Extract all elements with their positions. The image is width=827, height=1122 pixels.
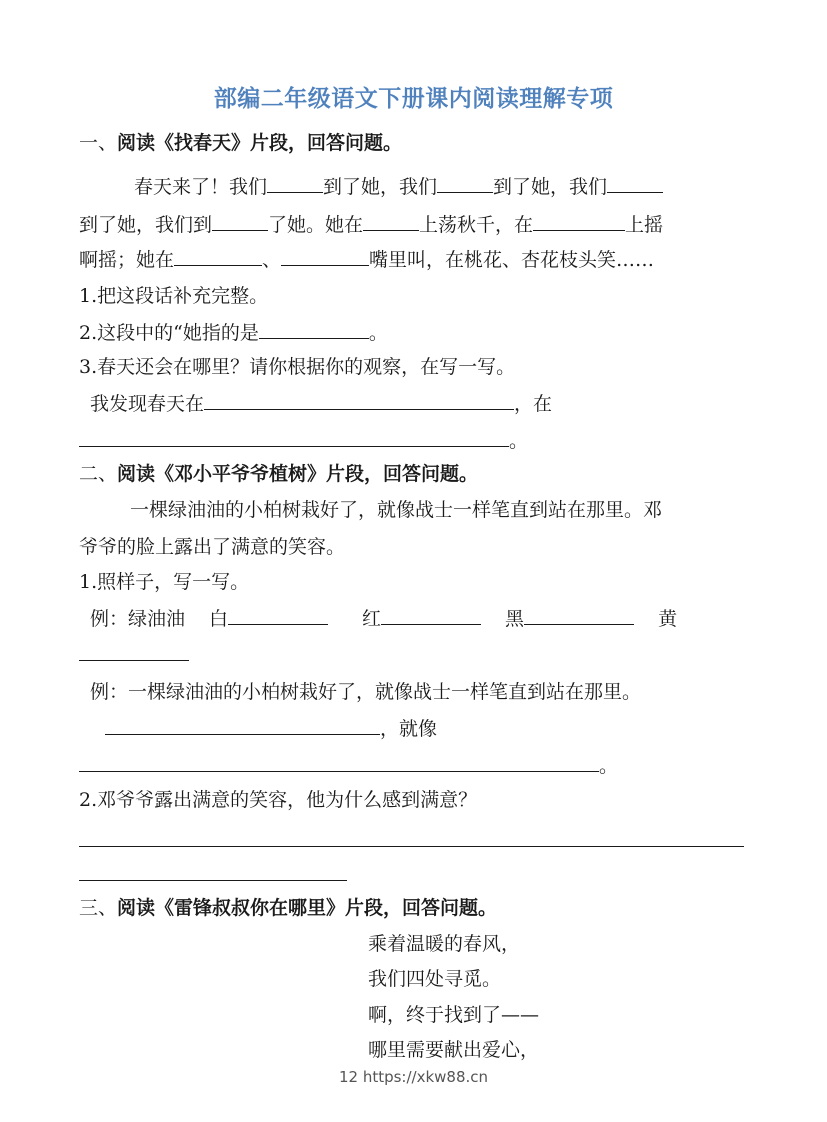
example-label: 例：绿油油 [90, 608, 186, 630]
fill-blank[interactable] [607, 174, 663, 193]
section1-passage-line3 [79, 247, 654, 272]
answer-prompt: 我发现春天在 [90, 393, 205, 415]
section1-q3-answer-line1 [90, 391, 552, 416]
section3-heading-text: 阅读《雷锋叔叔你在哪里》片段，回答问题。 [117, 897, 498, 919]
passage-text: 嘴里叫，在桃花、杏花枝头笑…… [369, 249, 655, 271]
passage-text: 春天来了！我们 [134, 176, 268, 198]
answer-prompt: ，在 [514, 393, 553, 415]
section1-number: 一、 [79, 132, 118, 154]
answer-blank[interactable] [79, 828, 744, 847]
example-word: 黄 [658, 608, 678, 630]
poem-line: 乘着温暖的春风， [368, 933, 521, 955]
poem-line: 啊，终于找到了—— [368, 1004, 540, 1026]
passage-text: 上摇 [625, 214, 664, 236]
section2-example1 [90, 606, 677, 631]
answer-prompt: 。 [509, 430, 529, 452]
poem-line: 我们四处寻觅。 [368, 968, 502, 990]
section2-example1-wrap [79, 642, 189, 667]
section2-heading-text: 阅读《邓小平爷爷植树》片段，回答问题。 [117, 463, 479, 485]
passage-text: 到了她，我们 [493, 176, 608, 198]
answer-blank[interactable] [79, 753, 599, 772]
answer-blank[interactable] [259, 320, 369, 339]
section1-heading [79, 131, 402, 155]
section2-example2: 例：一棵绿油油的小柏树栽好了，就像战士一样笔直到站在那里。 [90, 681, 642, 703]
example-word: 白 [209, 608, 229, 630]
section1-heading-text: 阅读《找春天》片段，回答问题。 [117, 132, 403, 154]
example-word: 红 [362, 608, 382, 630]
answer-blank[interactable] [79, 428, 509, 447]
fill-blank[interactable] [363, 212, 419, 231]
section2-passage-line1: 一棵绿油油的小柏树栽好了，就像战士一样笔直到站在那里。邓 [130, 499, 663, 521]
fill-blank[interactable] [267, 174, 323, 193]
answer-prompt: ，就像 [380, 718, 438, 740]
section2-q2-answer-line2 [79, 862, 347, 887]
section3-heading [79, 896, 497, 920]
fill-blank[interactable] [381, 606, 481, 625]
answer-blank[interactable] [79, 862, 347, 881]
fill-blank[interactable] [228, 606, 328, 625]
passage-text: 到了她，我们 [323, 176, 438, 198]
page-title: 部编二年级语文下册课内阅读理解专项 [213, 86, 614, 112]
passage-text: 到了她，我们到 [79, 214, 213, 236]
question-text: 2.这段中的“她指的是 [79, 322, 259, 344]
fill-blank[interactable] [174, 247, 262, 266]
section1-question3: 3.春天还会在哪里？请你根据你的观察，在写一写。 [79, 356, 516, 378]
answer-blank[interactable] [105, 716, 380, 735]
section2-example2-fill-line2 [79, 753, 618, 778]
passage-text: 、 [262, 249, 282, 271]
fill-blank[interactable] [281, 247, 369, 266]
section1-question1: 1.把这段话补充完整。 [79, 285, 269, 307]
section2-question2: 2.邓爷爷露出满意的笑容，他为什么感到满意？ [79, 789, 478, 811]
section2-passage-line2: 爷爷的脸上露出了满意的笑容。 [79, 536, 346, 558]
fill-blank[interactable] [437, 174, 493, 193]
example-word: 黑 [505, 608, 525, 630]
passage-text: 了她。她在 [268, 214, 364, 236]
section2-q2-answer-line1 [79, 828, 744, 853]
section1-q3-answer-line2 [79, 428, 528, 453]
section2-question1: 1.照样子，写一写。 [79, 571, 250, 593]
poem-line: 哪里需要献出爱心， [368, 1039, 540, 1061]
fill-blank[interactable] [212, 212, 268, 231]
passage-text: 啊摇；她在 [79, 249, 175, 271]
section2-heading [79, 462, 478, 486]
fill-blank[interactable] [79, 642, 189, 661]
section1-passage-line1 [134, 174, 663, 199]
answer-prompt: 。 [599, 755, 619, 777]
page-footer: 12 https://xkw88.cn [338, 1068, 489, 1086]
section2-number: 二、 [79, 463, 118, 485]
question-text: 。 [368, 322, 388, 344]
fill-blank[interactable] [524, 606, 634, 625]
answer-blank[interactable] [204, 391, 514, 410]
section1-question2 [79, 320, 388, 345]
passage-text: 上荡秋千，在 [419, 214, 534, 236]
section2-example2-fill-line1 [105, 716, 437, 741]
section1-passage-line2 [79, 212, 663, 237]
fill-blank[interactable] [533, 212, 625, 231]
section3-number: 三、 [79, 897, 118, 919]
